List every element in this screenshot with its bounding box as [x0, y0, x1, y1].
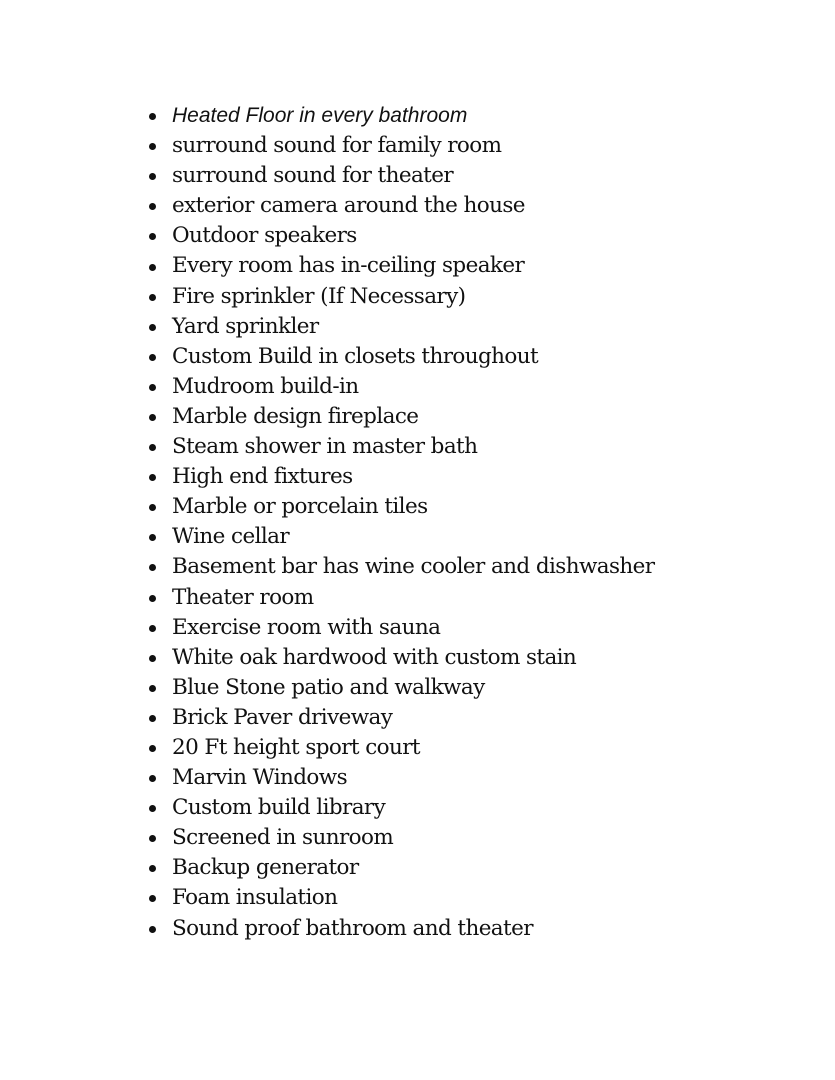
bullet-icon	[149, 143, 156, 150]
list-item-label: Custom build library	[172, 795, 386, 821]
list-item	[147, 372, 654, 402]
list-item	[147, 673, 654, 703]
list-item	[147, 643, 654, 673]
list-item	[147, 763, 654, 793]
list-item-label: surround sound for family room	[172, 133, 502, 159]
list-item-label: Outdoor speakers	[172, 223, 357, 249]
bullet-icon	[149, 625, 156, 632]
list-item	[147, 883, 654, 913]
list-item-label: Marble design fireplace	[172, 403, 419, 429]
list-item-label: White oak hardwood with custom stain	[172, 644, 577, 670]
list-item	[147, 312, 654, 342]
list-item-label: Custom Build in closets throughout	[172, 343, 539, 369]
list-item-label: Mudroom build-in	[172, 373, 359, 399]
list-item-label: Every room has in-ceiling speaker	[172, 253, 525, 279]
list-item	[147, 613, 654, 643]
list-item-label: Screened in sunroom	[172, 825, 394, 851]
list-item	[147, 402, 654, 432]
bullet-icon	[149, 715, 156, 722]
bullet-icon	[149, 775, 156, 782]
bullet-icon	[149, 745, 156, 752]
list-item-label: Blue Stone patio and walkway	[172, 674, 485, 700]
feature-bullet-list	[147, 101, 654, 944]
list-item-label: Yard sprinkler	[172, 313, 319, 339]
list-item	[147, 853, 654, 883]
list-item	[147, 432, 654, 462]
list-item	[147, 251, 654, 281]
bullet-icon	[149, 474, 156, 481]
list-item	[147, 914, 654, 944]
bullet-icon	[149, 865, 156, 872]
list-item-label: Wine cellar	[172, 524, 290, 550]
list-item-label: 20 Ft height sport court	[172, 734, 420, 760]
bullet-icon	[149, 655, 156, 662]
bullet-icon	[149, 173, 156, 180]
bullet-icon	[149, 926, 156, 933]
list-item	[147, 793, 654, 823]
bullet-icon	[149, 324, 156, 331]
list-item-label: Exercise room with sauna	[172, 614, 441, 640]
list-item	[147, 161, 654, 191]
list-item-label: Backup generator	[172, 855, 359, 881]
list-item-label: Fire sprinkler (If Necessary)	[172, 283, 466, 309]
list-item	[147, 221, 654, 251]
bullet-icon	[149, 414, 156, 421]
list-item-label: Basement bar has wine cooler and dishwasher	[172, 554, 655, 580]
list-item	[147, 131, 654, 161]
bullet-icon	[149, 895, 156, 902]
list-item-label: Marvin Windows	[172, 765, 348, 791]
bullet-icon	[149, 384, 156, 391]
bullet-icon	[149, 113, 156, 120]
list-item	[147, 101, 654, 131]
list-item-label: Heated Floor in every bathroom	[172, 104, 468, 127]
list-item-label: Theater room	[172, 584, 314, 610]
bullet-icon	[149, 294, 156, 301]
list-item	[147, 462, 654, 492]
list-item-label: exterior camera around the house	[172, 193, 525, 219]
list-item	[147, 492, 654, 522]
list-item	[147, 703, 654, 733]
list-item-label: Marble or porcelain tiles	[172, 494, 428, 520]
list-item	[147, 583, 654, 613]
bullet-icon	[149, 354, 156, 361]
list-item	[147, 191, 654, 221]
bullet-icon	[149, 534, 156, 541]
list-item-label: surround sound for theater	[172, 163, 454, 189]
bullet-icon	[149, 504, 156, 511]
bullet-icon	[149, 444, 156, 451]
list-item	[147, 342, 654, 372]
bullet-icon	[149, 685, 156, 692]
list-item	[147, 282, 654, 312]
bullet-icon	[149, 203, 156, 210]
bullet-icon	[149, 264, 156, 271]
list-item-label: Sound proof bathroom and theater	[172, 915, 533, 941]
bullet-icon	[149, 233, 156, 240]
bullet-icon	[149, 805, 156, 812]
list-item-label: High end fixtures	[172, 464, 353, 490]
list-item	[147, 733, 654, 763]
bullet-icon	[149, 835, 156, 842]
list-item	[147, 823, 654, 853]
list-item	[147, 552, 654, 582]
list-item-label: Steam shower in master bath	[172, 434, 478, 460]
bullet-icon	[149, 564, 156, 571]
list-item-label: Brick Paver driveway	[172, 704, 393, 730]
list-item-label: Foam insulation	[172, 885, 338, 911]
list-item	[147, 522, 654, 552]
bullet-icon	[149, 595, 156, 602]
